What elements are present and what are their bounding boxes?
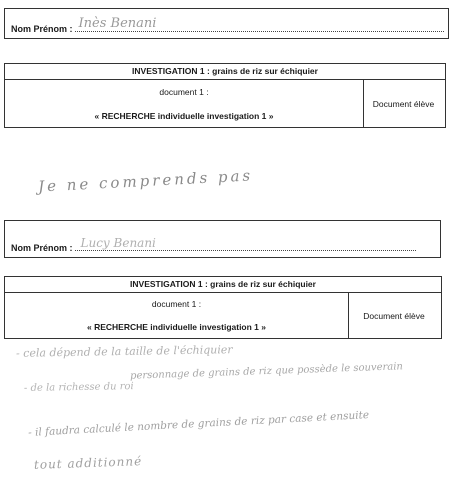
name-label-1: Nom Prénom : <box>11 24 73 34</box>
handwritten-name-2: Lucy Benani <box>80 236 156 250</box>
name-field-box-1 <box>4 8 449 39</box>
document-eleve-label-1: Document élève <box>372 98 435 109</box>
name-field-box-2 <box>4 220 441 258</box>
recherche-label-1: « RECHERCHE individuelle investigation 1 » <box>94 111 274 121</box>
name-label-2: Nom Prénom : <box>11 243 73 253</box>
handwritten-answer-line-5: tout additionné <box>33 454 143 472</box>
investigation-left-cell-2 <box>5 293 349 338</box>
investigation-table-2 <box>4 276 442 339</box>
recherche-label-2: « RECHERCHE individuelle investigation 1 » <box>86 322 266 332</box>
investigation-title-1: INVESTIGATION 1 : grains de riz sur échiquier <box>5 64 445 80</box>
handwritten-answer-line-3: - de la richesse du roi <box>23 381 134 394</box>
handwritten-note: Je ne comprends pas <box>37 166 254 196</box>
investigation-title-2: INVESTIGATION 1 : grains de riz sur échiquier <box>5 277 441 293</box>
document-label-1: document 1 : <box>159 87 209 97</box>
document-eleve-cell-2 <box>347 293 441 338</box>
handwritten-name-1: Inès Benani <box>78 16 157 31</box>
name-dotted-line-1 <box>75 16 444 32</box>
investigation-table-1 <box>4 63 446 128</box>
document-eleve-label-2: Document élève <box>363 310 425 321</box>
investigation-left-cell-1 <box>5 80 364 127</box>
handwritten-answer-line-2: personnage de grains de riz que possède le souverain <box>129 361 404 382</box>
handwritten-answer-line-1: - cela dépend de la taille de l'échiquier <box>15 343 233 360</box>
document-label-2: document 1 : <box>151 299 202 309</box>
handwritten-answer-line-4: - il faudra calculé le nombre de grains de riz par case et ensuite <box>27 409 370 439</box>
document-eleve-cell-1 <box>362 80 445 127</box>
name-dotted-line-2 <box>75 236 416 251</box>
